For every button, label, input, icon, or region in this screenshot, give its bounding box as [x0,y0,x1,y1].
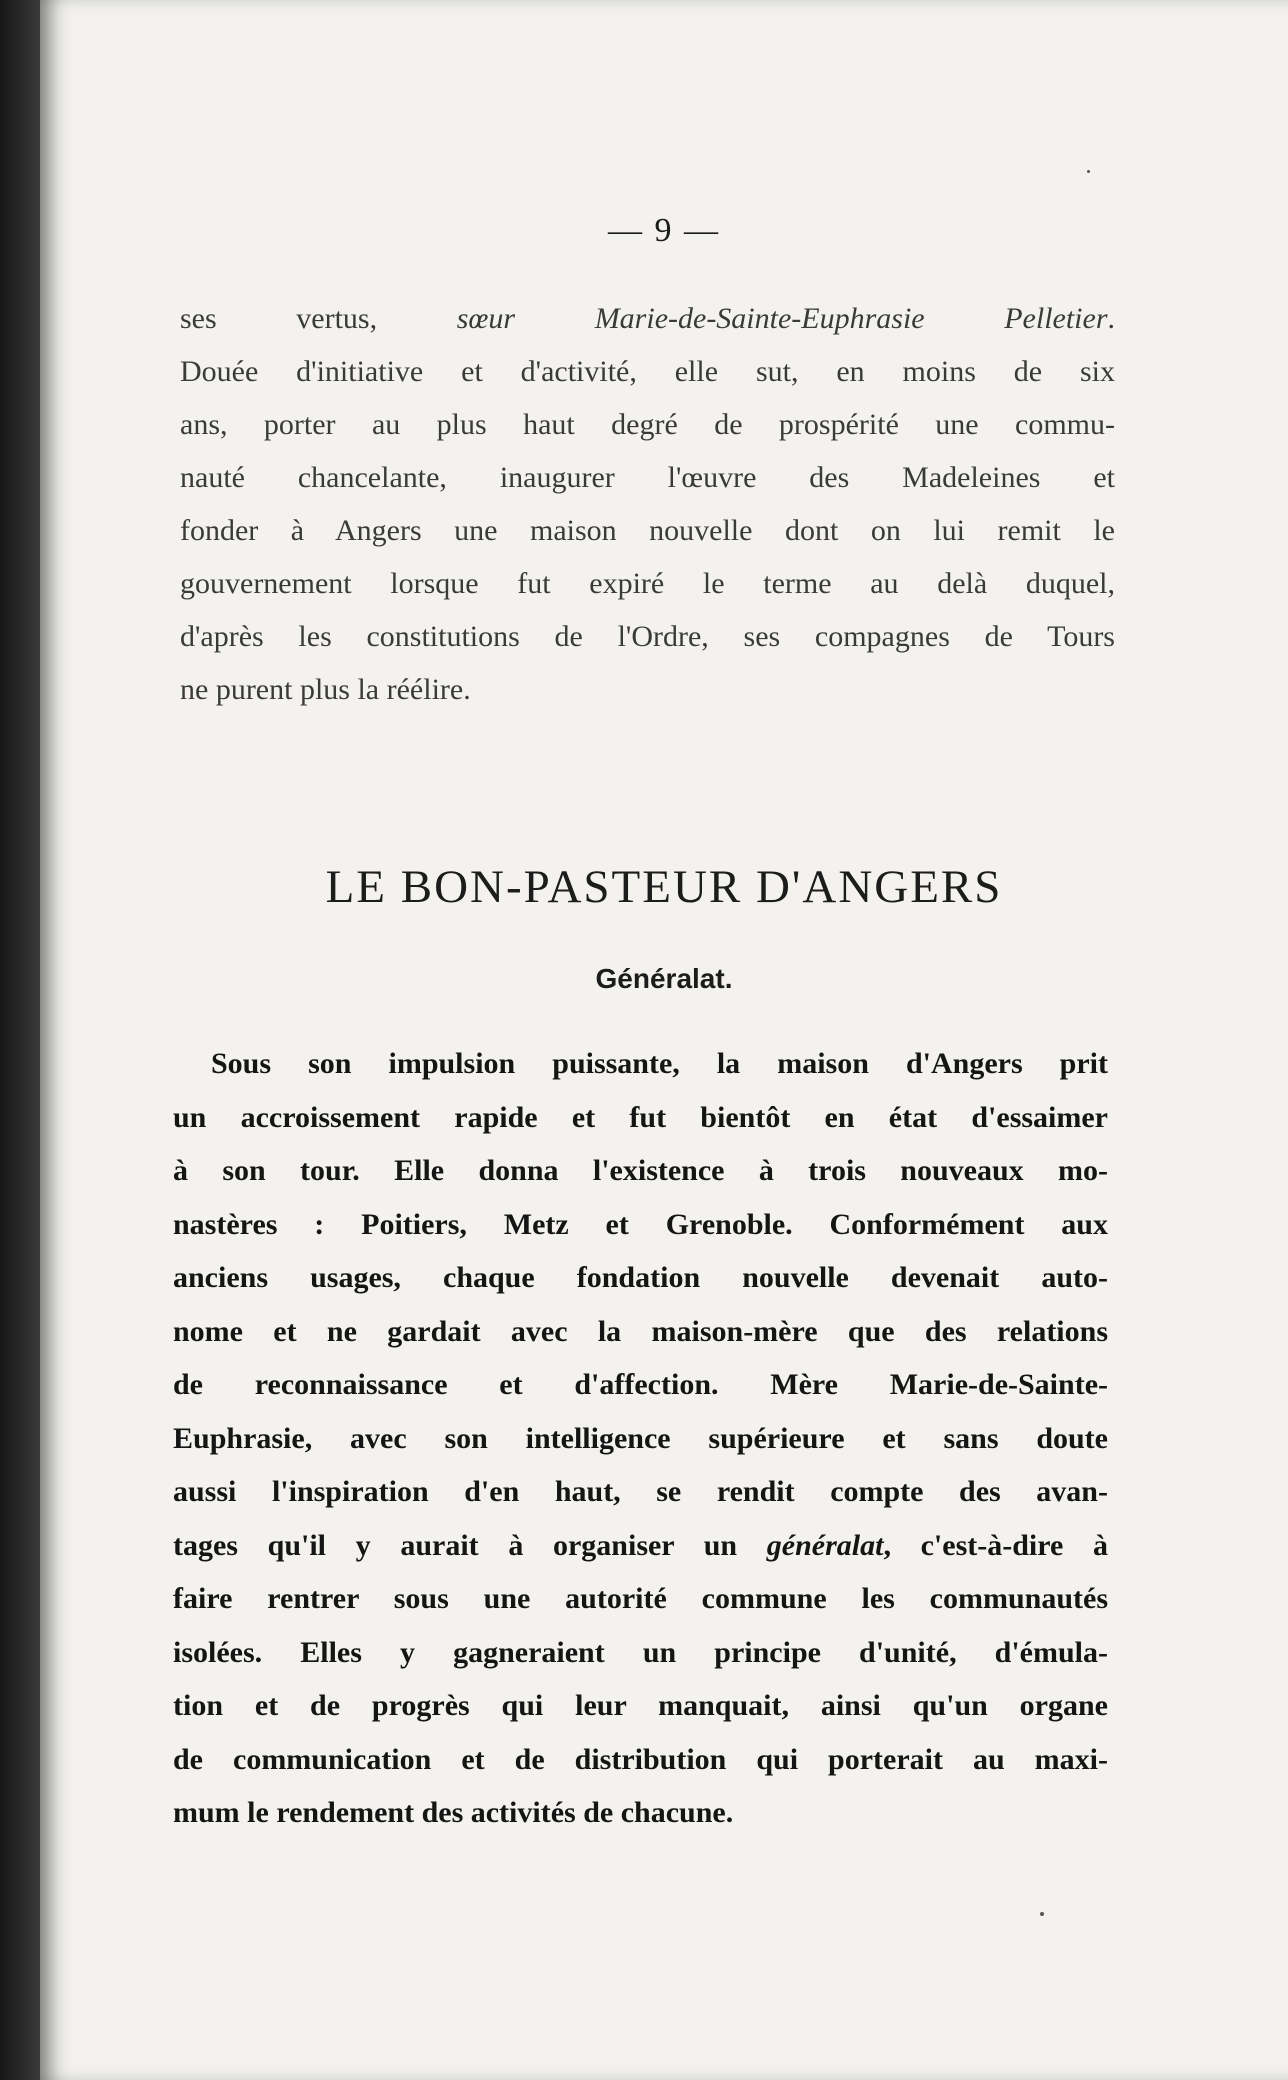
text-line: anciens usages, chaque fondation nouvelle devenait auto- [173,1261,1108,1294]
text-line: un accroissement rapide et fut bientôt en état d'essaimer [173,1100,1108,1134]
text-line: Sous son impulsion puissante, la maison d'Angers prit [211,1047,1108,1080]
section-subtitle: Généralat. [595,963,733,994]
text-line: ses vertus, sœur Marie-de-Sainte-Euphrasie Pelletier. [180,302,1116,335]
text-line: gouvernement lorsque fut expiré le terme au delà duquel, [180,567,1115,600]
book-page [40,0,1288,2080]
text-line: nome et ne gardait avec la maison-mère que des relations [173,1314,1108,1348]
text-line: de reconnaissance et d'affection. Mère Marie-de-Sainte- [173,1368,1108,1401]
text-line: tion et de progrès qui leur manquait, ainsi qu'un organe [173,1689,1108,1722]
text-line: de communication et de distribution qui porterait au maxi- [173,1742,1108,1776]
text-line: ne purent plus la réélire. [180,673,471,706]
intro-paragraph [180,292,1115,716]
text-line: isolées. Elles y gagneraient un principe d'unité, d'émula- [173,1635,1108,1669]
text-line: faire rentrer sous une autorité commune les communautés [173,1582,1108,1615]
section-title: LE BON-PASTEUR D'ANGERS [325,861,1003,913]
text-line: d'après les constitutions de l'Ordre, ses compagnes de Tours [180,620,1115,653]
text-line: fonder à Angers une maison nouvelle dont on lui remit le [180,514,1115,547]
body-paragraph [173,1037,1108,1840]
text-line: tages qu'il y aurait à organiser un généralat, c'est-à-dire à [173,1528,1108,1562]
page-number: — 9 — [608,212,720,249]
text-line: à son tour. Elle donna l'existence à trois nouveaux mo- [173,1154,1108,1187]
text-line: ans, porter au plus haut degré de prospérité une commu- [180,408,1115,441]
paper-speck [1040,1912,1044,1916]
paper-speck [1087,170,1090,173]
binding-shadow [0,0,40,2080]
text-line: nauté chancelante, inaugurer l'œuvre des Madeleines et [180,461,1115,494]
text-line: aussi l'inspiration d'en haut, se rendit compte des avan- [173,1475,1108,1508]
text-line: Euphrasie, avec son intelligence supérieure et sans doute [173,1421,1108,1455]
text-line: nastères : Poitiers, Metz et Grenoble. Conformément aux [173,1207,1108,1241]
text-line: mum le rendement des activités de chacune. [173,1796,734,1829]
text-line: Douée d'initiative et d'activité, elle sut, en moins de six [180,355,1115,388]
